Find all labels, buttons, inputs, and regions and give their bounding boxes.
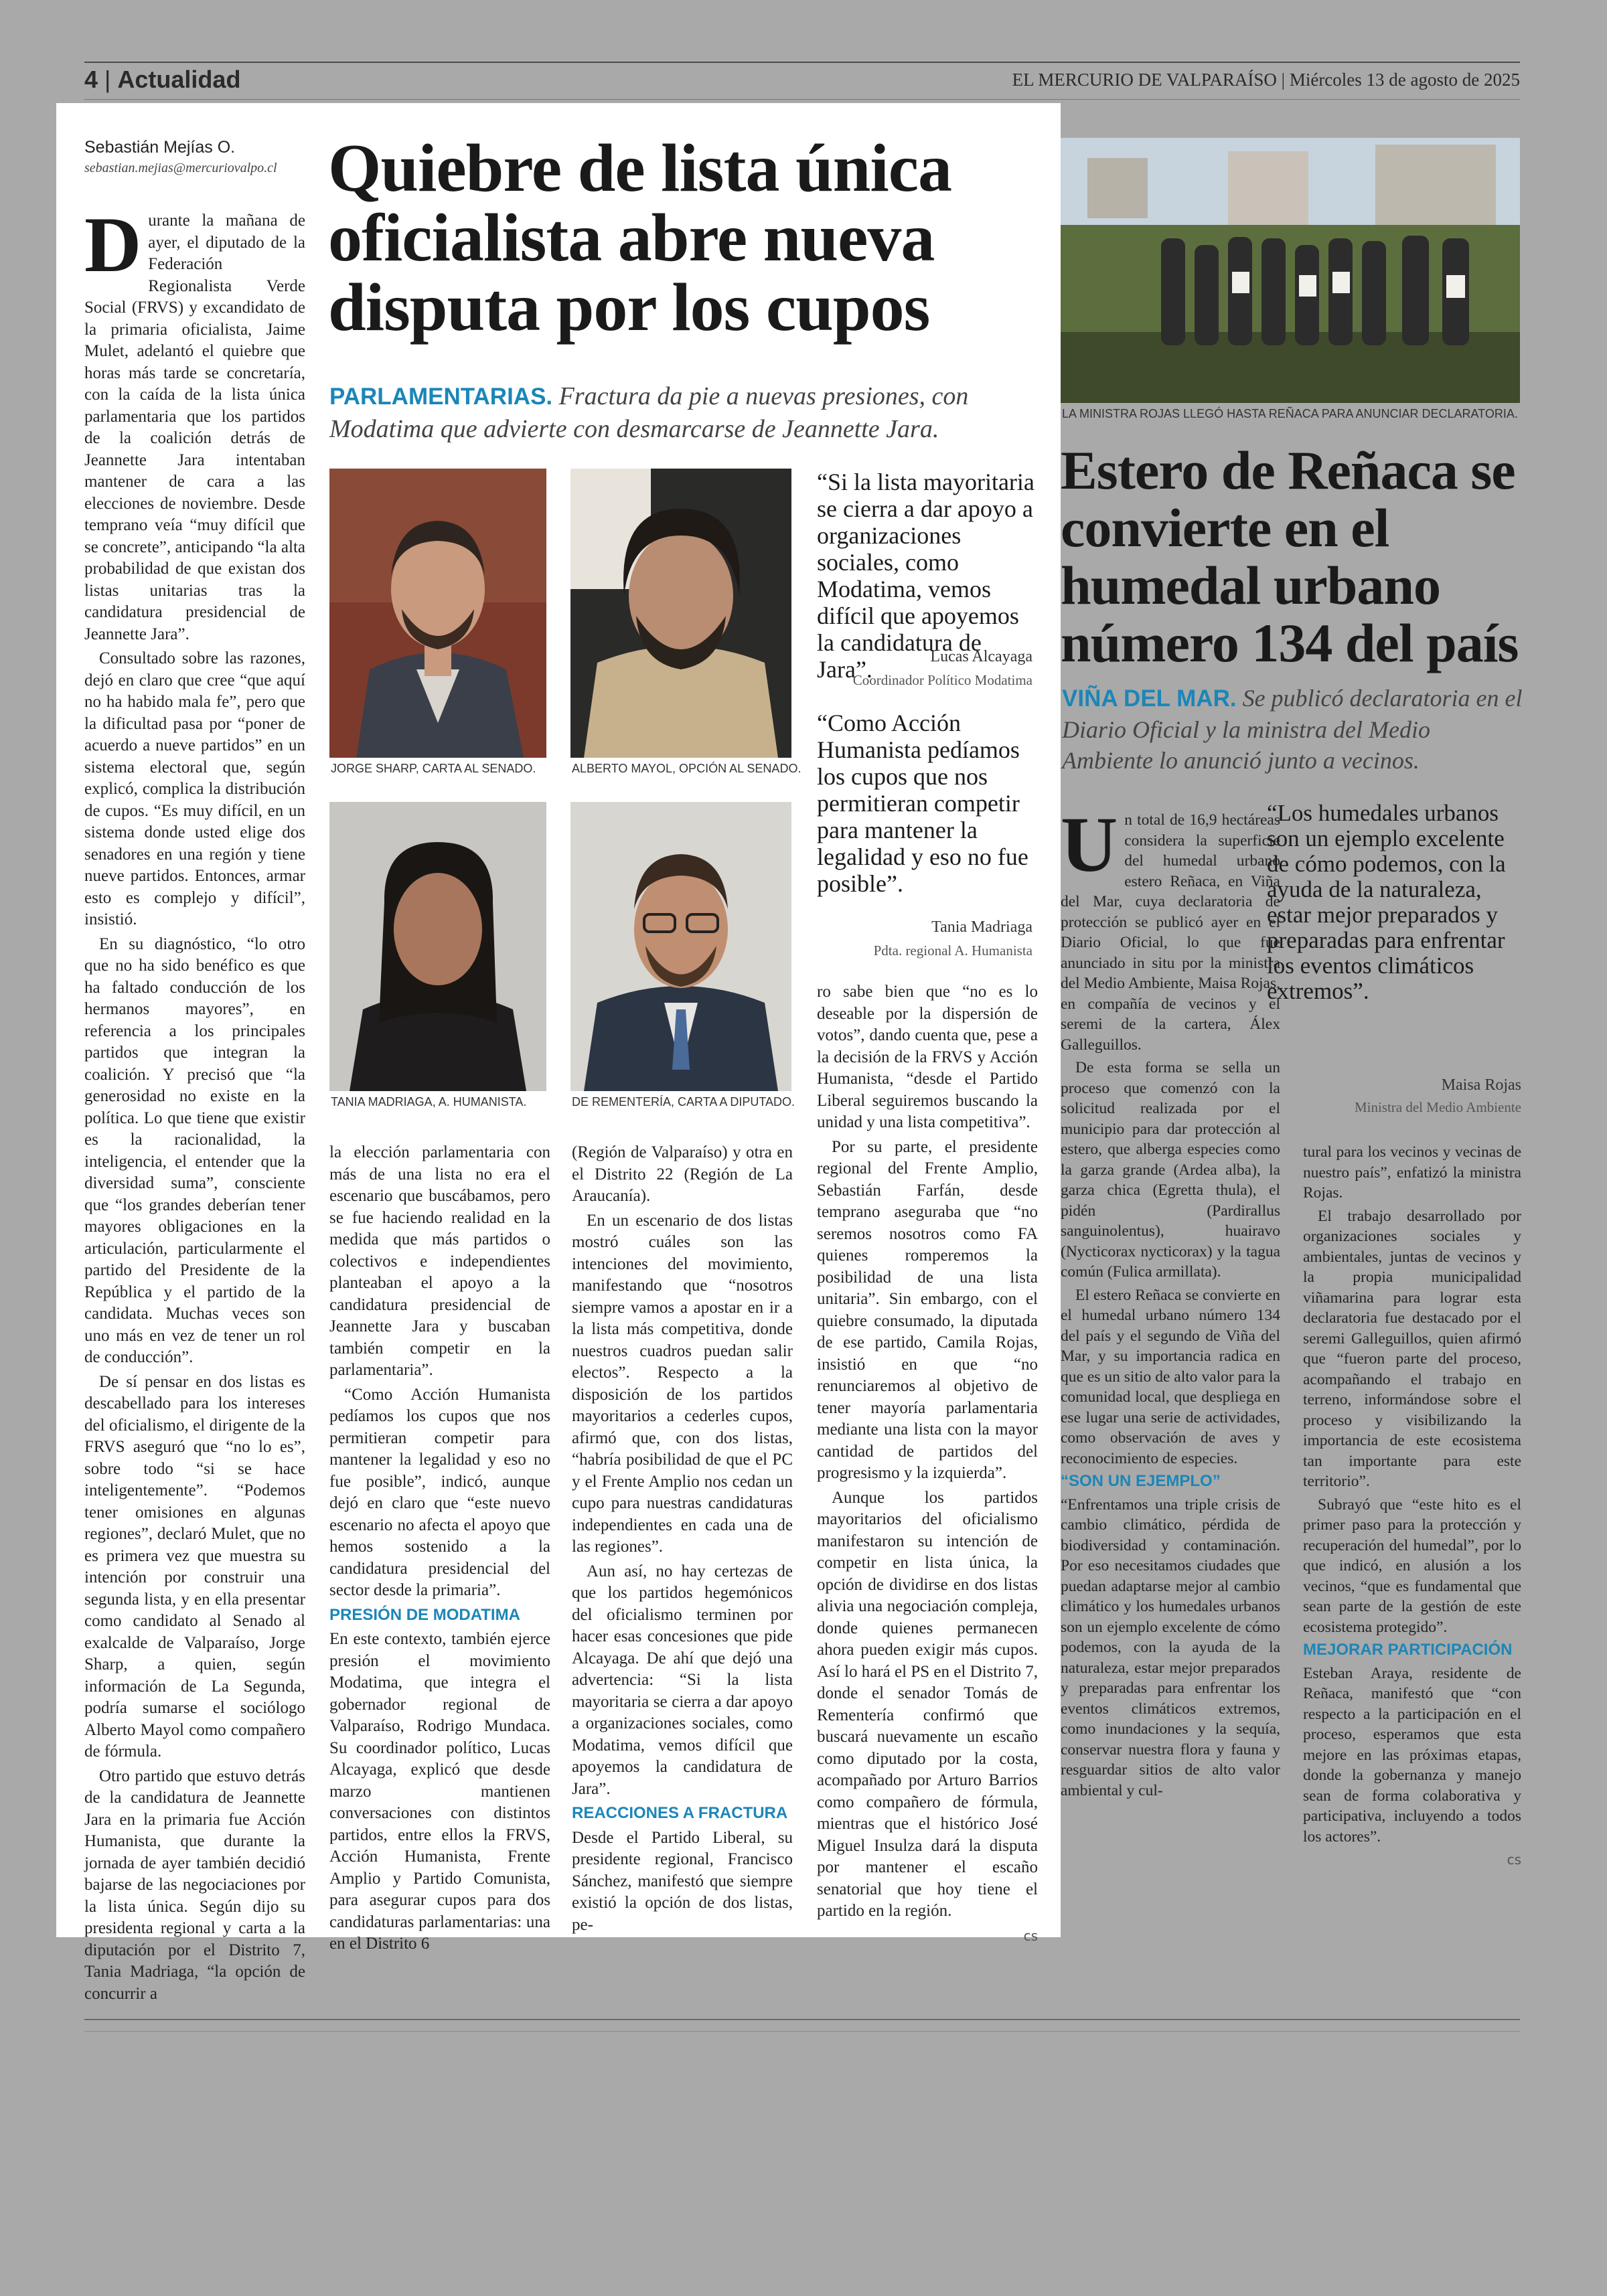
body-paragraph: “Como Acción Humanista pedíamos los cupos que nos permitieran competir para mantener la legalidad y eso no fue posible”, indicó, aunque dejó en claro que “este nuevo escenario no afecta el apoyo que hemos sostenido a la candidatura presidencial del sector desde la primaria”. <box>329 1385 550 1599</box>
photo-tania-madriaga <box>329 802 546 1091</box>
main-kicker <box>329 380 1019 445</box>
side-article-col1 <box>1061 801 1280 1803</box>
main-article-col3 <box>572 1142 793 1939</box>
main-article-col4 <box>817 981 1038 1949</box>
main-article-col1 <box>84 201 305 2007</box>
end-of-article-mark: cs <box>1507 1852 1521 1868</box>
body-paragraph: Por su parte, el presidente regional del Frente Amplio, Sebastián Farfán, desde temprano aseguraba que “no seremos nosotros como FA quienes romperemos la posibilidad de una lista unitaria”. Sin embargo, con el quiebre consumado, la diputada de ese partido, Camila Rojas, insistió en que “no renunciaremos al objetivo de tener mayoría parlamentaria mediante una lista con la mayor cantidad de partidos del progresismo y la izquierda”. <box>817 1137 1038 1482</box>
photo-alberto-mayol <box>570 469 791 758</box>
body-paragraph: En su diagnóstico, “lo otro que no ha sido benéfico es que ha faltado conducción de los hermanos mayores”, en referencia a los principales partidos que integran la coalición. Y precisó que “la generosidad no existe en la política. Lo que tiene que existir es la racionalidad, la inteligencia, el entender que la diversidad suma”, consciente que “los grandes deberían tener mayores obligaciones en la articulación, particularmente el partido del Presidente de la República y el partido de la candidata. Muchas veces son uno más en vez de tener un rol de conducción”. <box>84 934 305 1366</box>
drop-cap: U <box>1061 801 1118 888</box>
drop-cap: D <box>84 201 142 289</box>
body-paragraph: Desde el Partido Liberal, su presidente regional, Francisco Sánchez, manifestó que siempre existió la opción de dos listas, pe- <box>572 1828 793 1934</box>
quote-author-role: Ministra del Medio Ambiente <box>1354 1099 1521 1115</box>
body-paragraph: En un escenario de dos listas mostró cuáles son las intenciones del movimiento, manifestando que “nosotros siempre vamos a apostar en ir a la lista más competitiva, donde nuestros cuadros puedan salir electos”. Respecto a la disposición de los partidos mayoritarios a cederles cupos, afirmó que, con dos listas, “habría posibilidad de que el PC y el Frente Amplio nos cedan un cupo para nuestras candidaturas independientes en cada una de las regiones”. <box>572 1211 793 1556</box>
side-article-col2 <box>1303 1142 1521 1873</box>
body-paragraph: En este contexto, también ejerce presión el movimiento Modatima, que integra el gobernador regional de Valparaíso, Rodrigo Mundaca. Su coordinador político, Lucas Alcayaga, explicó que desde marzo mantienen conversaciones con distintos partidos, entre ellos la FRVS, Acción Humanista, Frente Amplio y Partido Comunista, para asegurar cupos para dos candidaturas parlamentarias: una en el Distrito 6 <box>329 1630 550 1953</box>
photo-caption: TANIA MADRIAGA, A. HUMANISTA. <box>331 1095 527 1109</box>
body-paragraph: El estero Reñaca se convierte en el humedal urbano número 134 del país y el segundo de Viña del Mar, y su importancia radica en que es un sitio de alto valor para la comunidad local, que despliega en ese lugar una serie de actividades, como observación de aves y reconocimiento de especies. <box>1061 1286 1280 1467</box>
body-paragraph: tural para los vecinos y vecinas de nuestro país”, enfatizó la ministra Rojas. <box>1303 1143 1521 1202</box>
body-paragraph: la elección parlamentaria con más de una lista no era el escenario que buscábamos, pero se fue haciendo realidad en la medida que más partidos o colectivos e independientes planteaban el apoyo a la candidatura presidencial de Jeannette Jara y buscaban también competir en la parlamentaria”. <box>329 1143 550 1379</box>
main-article-col2 <box>329 1142 550 1958</box>
section-name: Actualidad <box>117 66 241 93</box>
side-photo-caption: LA MINISTRA ROJAS LLEGÓ HASTA REÑACA PARA ANUNCIAR DECLARATORIA. <box>1062 407 1518 420</box>
photo-caption: DE REMENTERÍA, CARTA A DIPUTADO. <box>572 1095 795 1109</box>
issue-date: Miércoles 13 de agosto de 2025 <box>1289 70 1520 90</box>
photo-caption: ALBERTO MAYOL, OPCIÓN AL SENADO. <box>572 762 801 775</box>
quote-author: Maisa Rojas <box>1441 1076 1521 1094</box>
side-headline: Estero de Reñaca se convierte en el humedal urbano número 134 del país <box>1061 440 1519 673</box>
body-paragraph: (Región de Valparaíso) y otra en el Distrito 22 (Región de La Araucanía). <box>572 1143 793 1205</box>
kicker-tag: VIÑA DEL MAR. <box>1062 685 1237 712</box>
body-paragraph: Consultado sobre las razones, dejó en claro que cree “que aquí no ha habido mala fe”, pero que la dificultad pasa por “poner de acuerdo a nueve partidos” en un sistema electoral que, según explicó, complica la distribución de cupos. “Es muy difícil, en un sistema donde usted elige dos senadores en una región y tiene nueve partidos. Entonces, armar esto es complejo y difícil”, insistió. <box>84 649 305 928</box>
subhead: PRESIÓN DE MODATIMA <box>329 1605 520 1624</box>
body-paragraph: Otro partido que estuvo detrás de la candidatura de Jeannette Jara en la primaria fue Acción Humanista, que durante la jornada de ayer también decidió bajarse de las negociaciones por la lista única. Según dijo su presidenta regional y carta a la diputación por el Distrito 7, Tania Madriaga, “la opción de concurrir a <box>84 1767 305 2003</box>
kicker-text: Se publicó declaratoria en el Diario Oficial y la ministra del Medio Ambiente lo anunció junto a vecinos. <box>1062 685 1523 774</box>
pull-quote-madriaga: “Como Acción Humanista pedíamos los cupos que nos permitieran competir para mantener la legalidad y eso no fue posible”. <box>817 710 1028 897</box>
footer-rule <box>84 2019 1520 2020</box>
author-email: sebastian.mejias@mercuriovalpo.cl <box>84 161 277 175</box>
footer-rule-thin <box>84 2031 1520 2032</box>
body-paragraph: Aunque los partidos mayoritarios del oficialismo manifestaron su intención de competir en lista única, la opción de dividirse en dos listas alivia una negociación compleja, donde quienes permanecen ahora pueden exigir más cupos. Así lo hará el PS en el Distrito 7, donde el senador Tomás de Rementería confirmó que buscará nuevamente un escaño como diputado por la costa, acompañado por Arturo Barrios como compañero de fórmula, mientras que el histórico José Miguel Insulza dará la disputa por mantener el escaño senatorial que hoy tiene el partido en la región. <box>817 1488 1038 1920</box>
author-name: Sebastián Mejías O. <box>84 138 236 157</box>
quote-author-role: Pdta. regional A. Humanista <box>873 942 1032 959</box>
side-kicker <box>1062 683 1524 776</box>
body-paragraph: Esteban Araya, residente de Reñaca, manifestó que “con respecto a la participación en el proceso, esperamos que esta mejore en las próximas etapas, donde la gobernanza y manejo sean de forma colaborativa y participativa, incluyendo a todos los actores”. <box>1303 1664 1521 1846</box>
body-paragraph: El trabajo desarrollado por organizaciones sociales y ambientales, juntas de vecinos y la propia municipalidad viñamarina para lograr esta declaratoria fue destacado por el seremi Galleguillos, quien afirmó que “fueron parte del proceso, acompañando el trabajo en terreno, informándose sobre el proceso y visibilizando la importancia de este ecosistema tan importante para este territorio”. <box>1303 1207 1521 1490</box>
pull-quote-alcayaga: “Si la lista mayoritaria se cierra a dar apoyo a organizaciones sociales, como Modatima, vemos difícil que apoyemos la candidatura de Jara”. <box>817 469 1035 683</box>
end-of-article-mark: cs <box>1023 1927 1038 1944</box>
subhead: MEJORAR PARTICIPACIÓN <box>1303 1641 1513 1659</box>
body-paragraph: De esta forma se sella un proceso que comenzó con la solicitud realizada por el municipio para dar protección al estero, que alberga especies como la garza grande (Ardea alba), la garza chica (Egretta thula), el pidén (Pardirallus sanguinolentus), huairavo (Nycticorax nycticorax) y la tagua común (Fulica armillata). <box>1061 1059 1280 1281</box>
kicker-tag: PARLAMENTARIAS. <box>329 384 553 410</box>
header-bottom-rule <box>84 99 1520 100</box>
masthead-date: EL MERCURIO DE VALPARAÍSO | Miércoles 13 de agosto de 2025 <box>1012 70 1520 90</box>
quote-author-role: Coordinador Político Modatima <box>852 672 1032 688</box>
quote-author: Lucas Alcayaga <box>930 648 1032 665</box>
body-paragraph: De sí pensar en dos listas es descabellado para los intereses del oficialismo, el dirigente de la FRVS aseguró que “no lo es”, sobre todo “si se hace inteligentemente”. “Podemos tener omisiones en algunas regiones”, declaró Mulet, que no es primera vez que muestra su intención por construir una segunda lista, y en ella presentar como candidato al Senado al exalcalde de Valparaíso, Jorge Sharp, a quien, según información de La Segunda, podría sumarse el sociólogo Alberto Mayol como compañero de fórmula. <box>84 1372 305 1760</box>
photo-de-rementeria <box>570 802 791 1091</box>
page-number: 4 <box>84 66 98 93</box>
side-pull-quote: “Los humedales urbanos son un ejemplo excelente de cómo podemos, con la ayuda de la naturaleza, estar mejor preparados y preparadas para enfrentar los eventos climáticos extremos”. <box>1267 800 1506 1004</box>
body-paragraph: Subrayó que “este hito es el primer paso para la protección y recuperación del humedal”, por lo que indicó, en alusión a los vecinos, “que es fundamental que sean parte de la gestión de este ecosistema protegido”. <box>1303 1495 1521 1636</box>
header-top-rule <box>84 62 1520 63</box>
subhead: “SON UN EJEMPLO” <box>1061 1472 1221 1490</box>
body-paragraph: n total de 16,9 hectáreas considera la superficie del humedal urbano estero Reñaca, en Viña del Mar, cuya declaratoria de protección se publicó ayer en el Diario Oficial, lo que fue anunciado in situ por la ministra del Medio Ambiente, Maisa Rojas, en compañía de vecinos y el seremi de la cartera, Álex Galleguillos. <box>1061 811 1280 1054</box>
quote-author: Tania Madriaga <box>931 918 1032 936</box>
masthead: EL MERCURIO DE VALPARAÍSO <box>1012 70 1277 90</box>
body-paragraph: urante la mañana de ayer, el diputado de la Federación Regionalista Verde Social (FRVS) y excandidato de la primaria oficialista, Jaime Mulet, adelantó el quiebre que horas más tarde se concretaría, con la caída de la lista única parlamentaria que los partidos de la coalición detrás de Jeannette Jara intentaban mantener de cara a las elecciones de noviembre. Desde temprano veía “muy difícil que se concrete”, anticipando “la alta probabilidad de que existan dos listas unitarias tras la candidatura presidencial de Jeannette Jara”. <box>84 212 305 643</box>
body-paragraph: “Enfrentamos una triple crisis de cambio climático, pérdida de biodiversidad y contaminación. Por eso necesitamos ciudades que puedan adaptarse mejor al cambio climático y los humedales urbanos son un ejemplo excelente de cómo podemos, con la ayuda de la naturaleza, estar mejor preparados y preparadas para enfrentar los eventos climáticos extremos, como inundaciones y la sequía, conservar nuestra flora y fauna y resguardar sitios de alto valor ambiental y cul- <box>1061 1495 1280 1799</box>
subhead: REACCIONES A FRACTURA <box>572 1804 788 1822</box>
kicker-text: Fractura da pie a nuevas presiones, con Modatima que advierte con desmarcarse de Jeannette Jara. <box>329 382 969 443</box>
body-paragraph: ro sabe bien que “no es lo deseable por la dispersión de votos”, dando cuenta que, pese a la decisión de la FRVS y Acción Humanista, “desde el Partido Liberal seguiremos buscando la unidad y una lista competitiva”. <box>817 983 1038 1131</box>
photo-renaca-group <box>1061 138 1520 403</box>
page-section-label: 4 | Actualidad <box>84 66 241 93</box>
photo-jorge-sharp <box>329 469 546 758</box>
main-headline: Quiebre de lista única oficialista abre nueva disputa por los cupos <box>328 131 952 345</box>
body-paragraph: Aun así, no hay certezas de que los partidos hegemónicos del oficialismo terminen por hacer esas concesiones que pide Alcayaga. De ahí que dejó una advertencia: “Si la lista mayoritaria se cierra a dar apoyo a organizaciones sociales, como Modatima, vemos difícil que apoyemos la candidatura de Jara”. <box>572 1562 793 1798</box>
photo-caption: JORGE SHARP, CARTA AL SENADO. <box>331 762 536 775</box>
